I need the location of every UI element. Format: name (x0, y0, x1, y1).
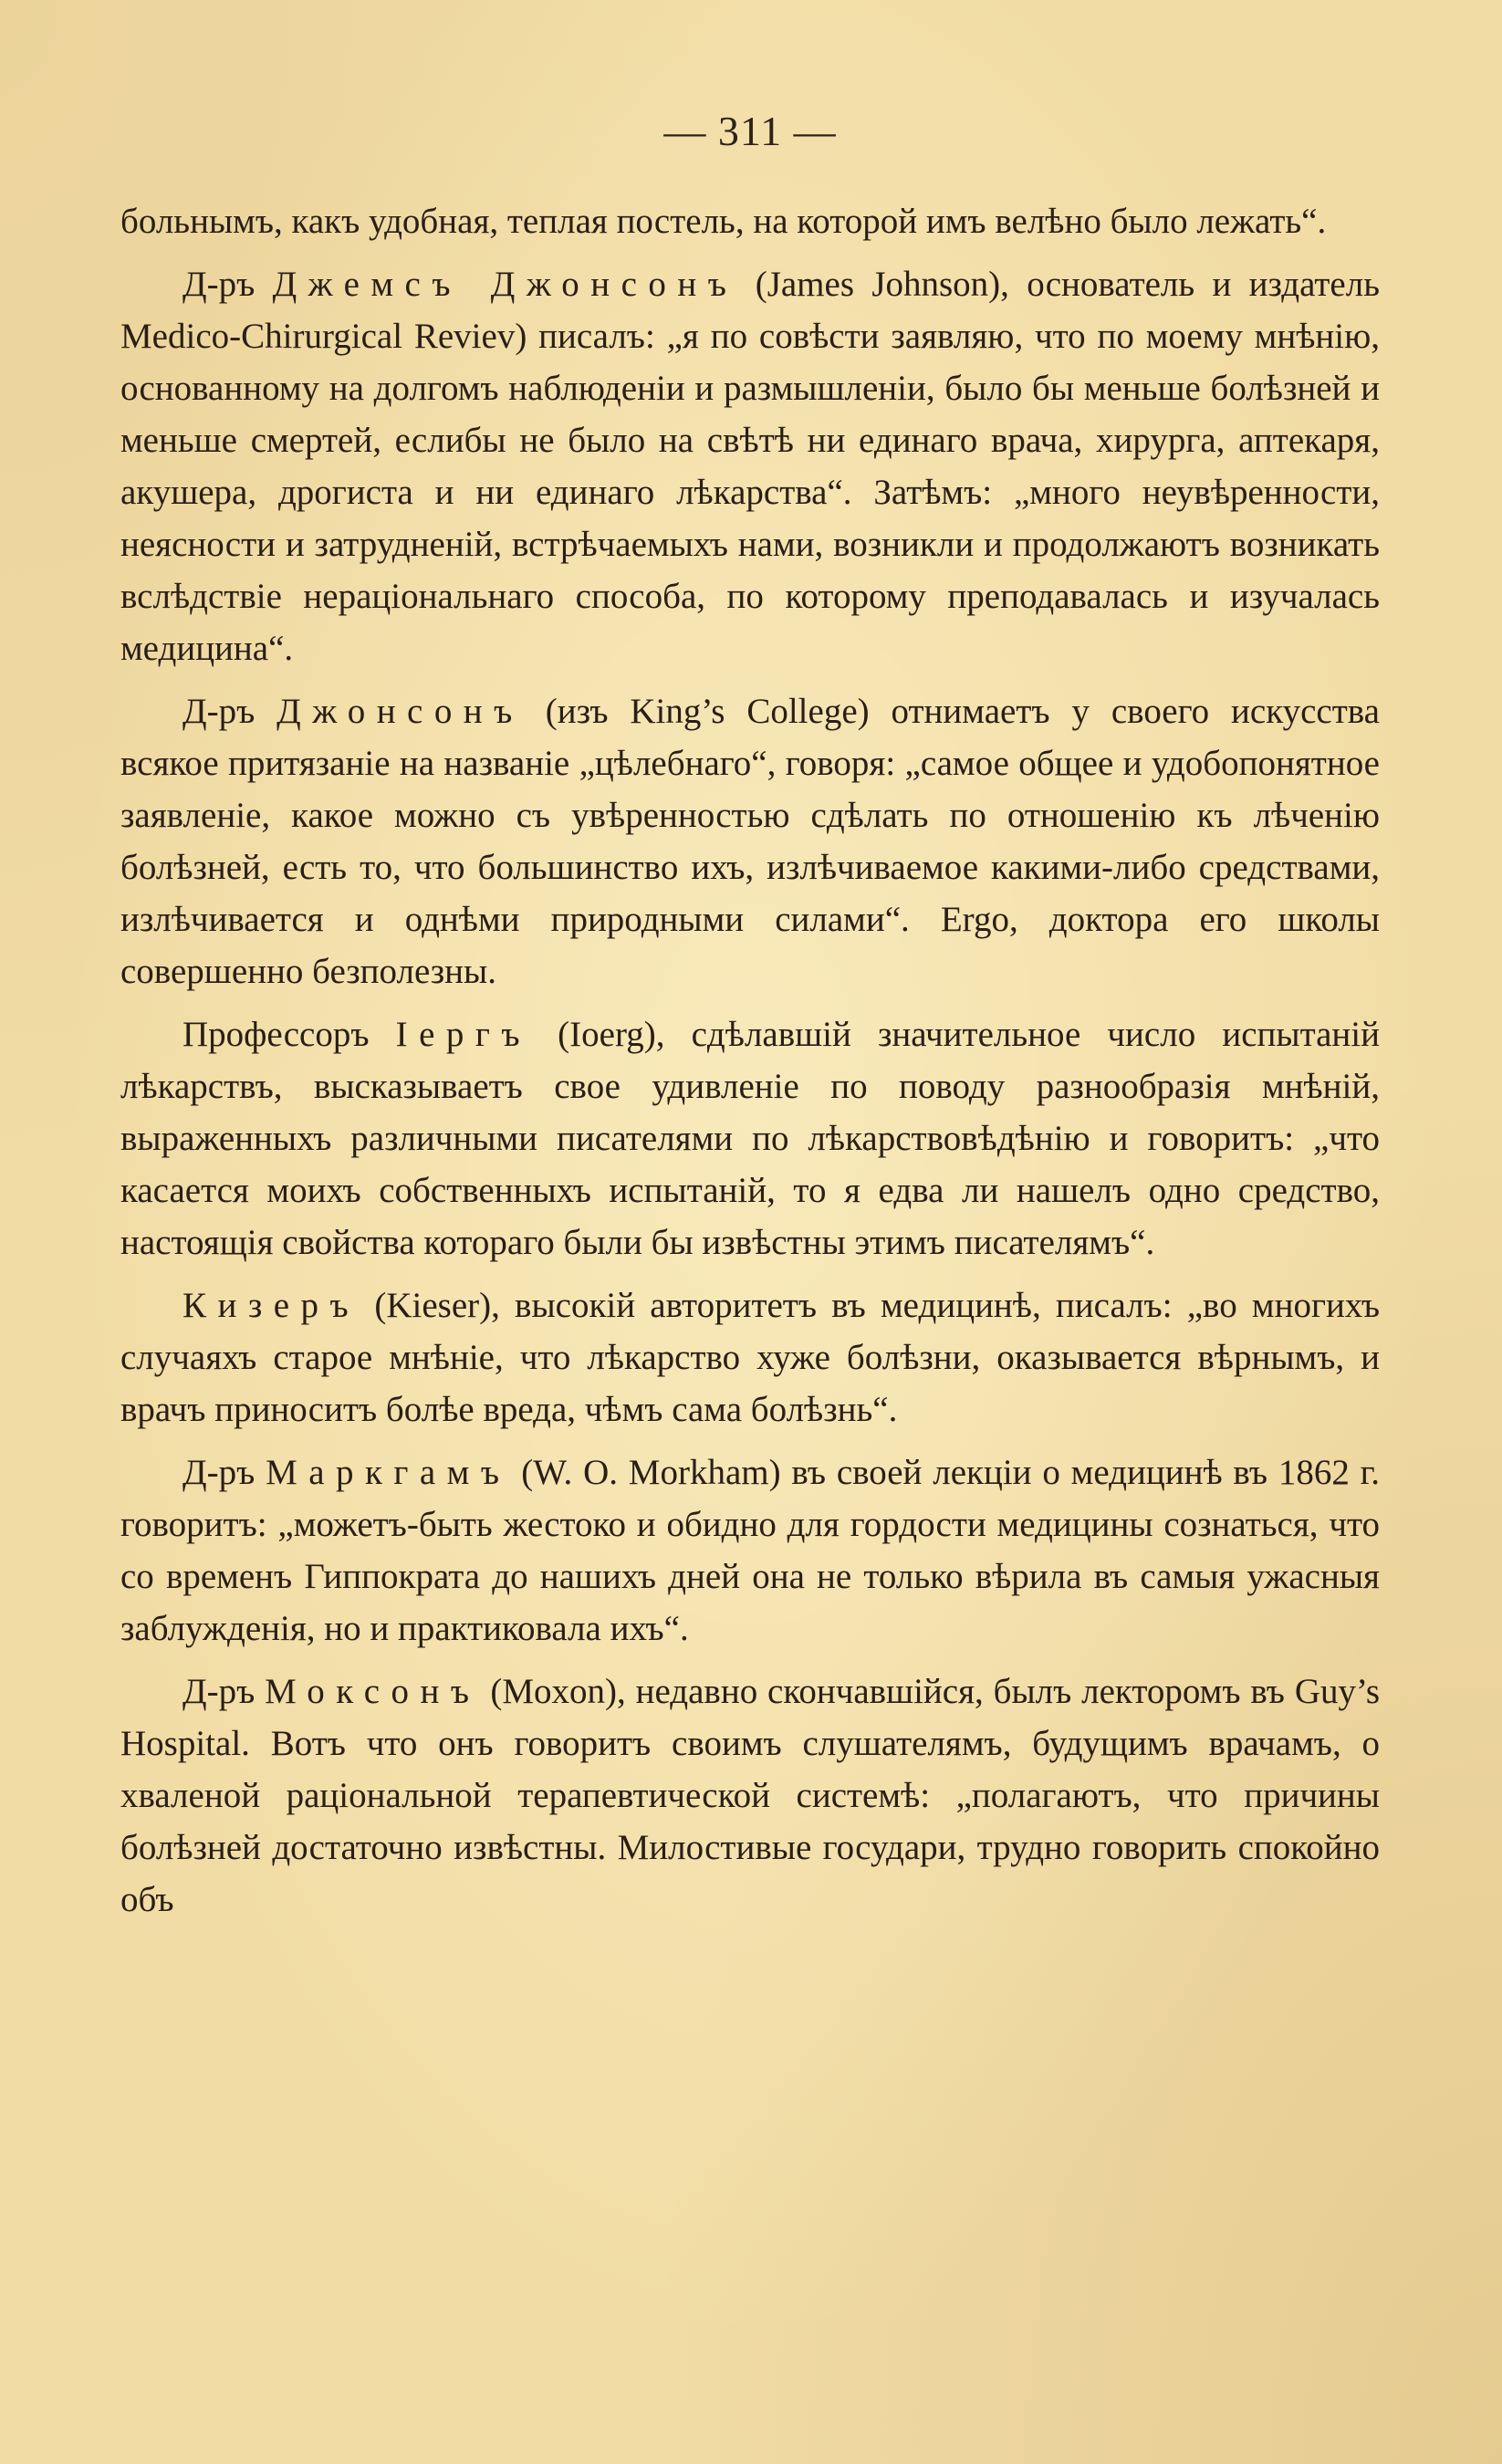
name-prefix: Д-ръ (183, 1453, 266, 1492)
name-prefix: Д-ръ (183, 1672, 266, 1711)
page-number: — 311 — (663, 108, 837, 154)
paragraph-text: (Ioerg), сдѣлавшій значительное число испытаній лѣкарствъ, высказываетъ свое удивленіе по поводу разнообразія мнѣній, выраженныхъ различными писателями по лѣкарствовѣдѣнію и говоритъ: „что касается моихъ собственныхъ испытаній, то я едва ли нашелъ одно средство, настоящія свойства котораго были бы извѣстны этимъ писателямъ“. (120, 1015, 1380, 1262)
paragraph-text: (изъ King’s College) отнимаетъ у своего искусства всякое притязаніе на названіе „цѣлебнаго“, говоря: „самое общее и удобопонятное заявленіе, какое можно съ увѣренностью сдѣлать по отношенію къ лѣченію болѣзней, есть то, что большинство ихъ, излѣчиваемое какими-либо средствами, излѣчивается и однѣми природными силами“. Ergo, доктора его школы совершенно безполезны. (120, 692, 1380, 991)
person-name: Моксонъ (265, 1672, 481, 1711)
paragraph-text: (Kieser), высокій авторитетъ въ медицинѣ, писалъ: „во многихъ случаяхъ старое мнѣніе, что лѣкарство хуже болѣзни, оказывается вѣрнымъ, и врачъ приноситъ болѣе вреда, чѣмъ сама болѣзнь“. (120, 1286, 1380, 1429)
paragraph-3 (120, 685, 1380, 997)
paragraph-5 (120, 1279, 1380, 1436)
paragraph-text: больнымъ, какъ удобная, теплая постель, на которой имъ велѣно было лежать“. (120, 202, 1327, 241)
paragraph-text: (Moxon), недавно скончавшійся, былъ лекторомъ въ Guy’s Hospital. Вотъ что онъ говоритъ своимъ слушателямъ, будущимъ врачамъ, о хваленой раціональной терапевтической системѣ: „полагаютъ, что причины болѣзней достаточно извѣстны. Милостивые государи, трудно говорить спокойно объ (120, 1672, 1380, 1919)
paragraph-4 (120, 1008, 1380, 1269)
person-name: Джонсонъ (276, 692, 524, 731)
paragraph-6 (120, 1446, 1380, 1655)
book-page (120, 99, 1380, 2417)
paragraph-1 (120, 195, 1380, 247)
name-prefix: Д-ръ (183, 692, 277, 731)
paragraph-2 (120, 258, 1380, 674)
name-prefix: Д-ръ (183, 265, 273, 304)
name-prefix: Профессоръ (183, 1015, 396, 1054)
paragraph-text: (W. O. Morkham) въ своей лекціи о медицинѣ въ 1862 г. говоритъ: „можетъ-быть жестоко и обидно для гордости медицины сознаться, что со временъ Гиппократа до нашихъ дней она не только вѣрила въ самыя ужасныя заблужденія, но и практиковала ихъ“. (120, 1453, 1380, 1648)
paragraph-text: (James Johnson), основатель и издатель Medico-Chirurgical Reviev) писалъ: „я по совѣсти заявляю, что по моему мнѣнію, основанному на долгомъ наблюденіи и размышленіи, было бы меньше болѣзней и меньше смертей, еслибы не было на свѣтѣ ни единаго врача, хирурга, аптекаря, акушера, дрогиста и ни единаго лѣкарства“. Затѣмъ: „много неувѣренности, неясности и затрудненій, встрѣчаемыхъ нами, возникли и продолжаютъ возникать вслѣдствіе нераціональнаго способа, по которому преподавалась и изучалась медицина“. (120, 265, 1380, 668)
person-name: Іергъ (395, 1015, 532, 1054)
paragraph-7 (120, 1665, 1380, 1926)
person-name: Маркгамъ (266, 1453, 511, 1492)
person-name: Джемсъ Джонсонъ (272, 265, 738, 304)
person-name: Кизеръ (183, 1286, 360, 1325)
